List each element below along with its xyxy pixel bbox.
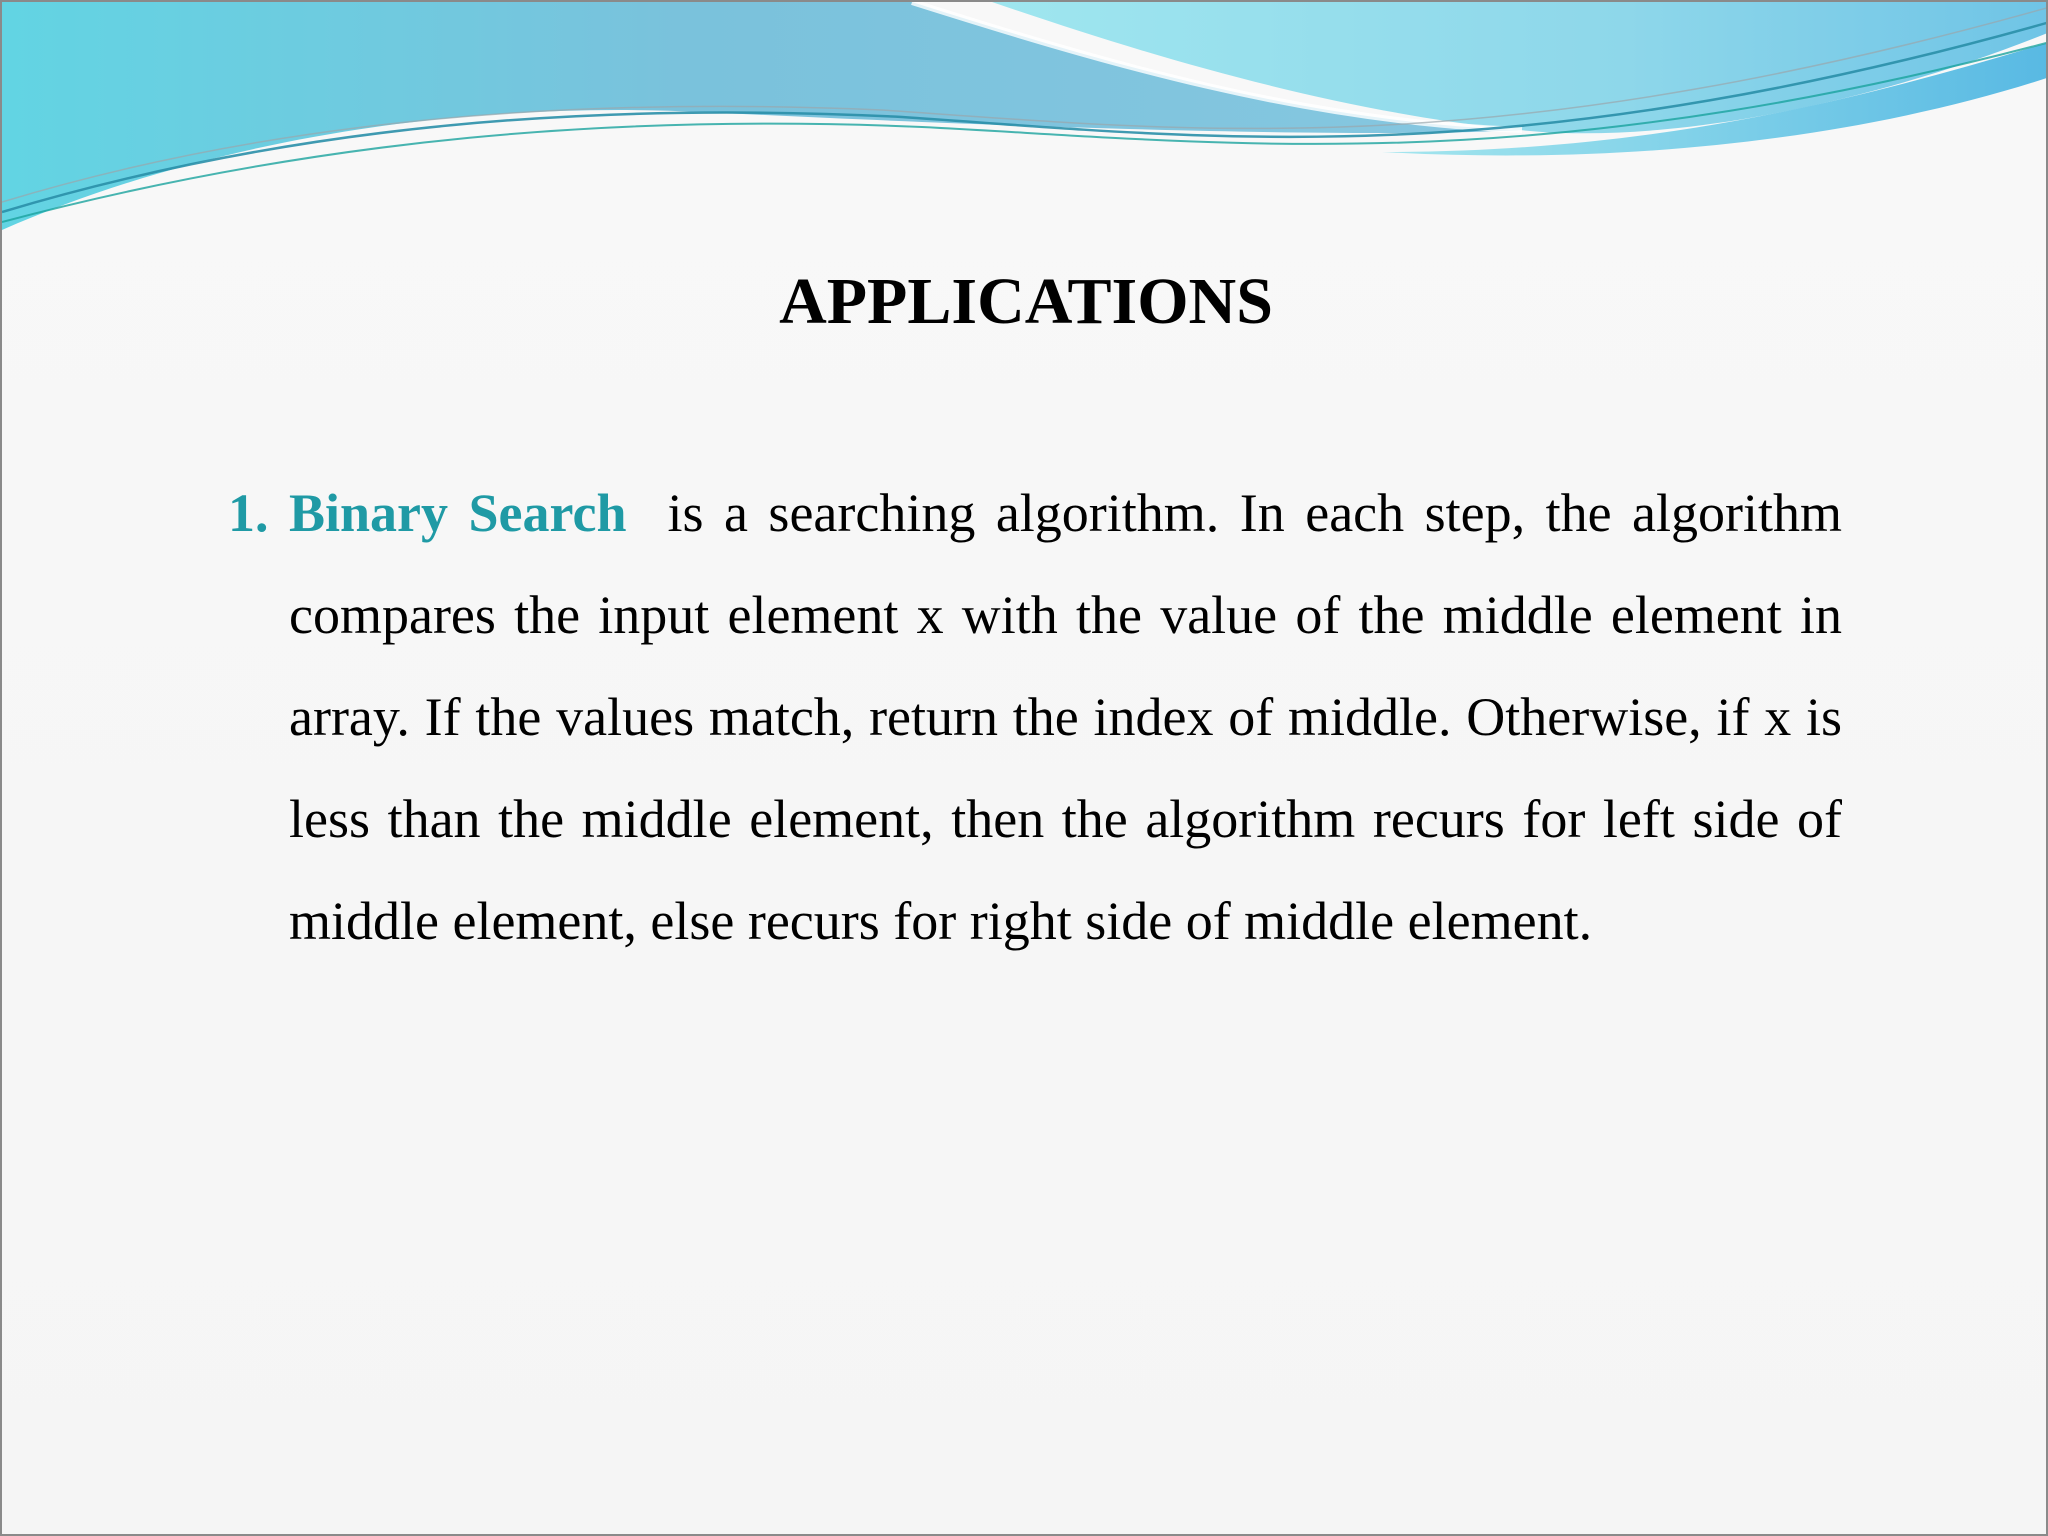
item-text: is a searching algorithm. In each step, the algorithm compares the input element x with the value of the middle element in array. If the values match, return the index of middle. Otherwise, if x is less than the middle element, then the algorithm recurs for left side of middle element, else recurs for right side of middle element.	[289, 483, 1843, 951]
list-item	[228, 462, 1842, 972]
header-wave-decoration	[2, 2, 2048, 242]
slide-content	[228, 462, 1842, 972]
slide-title: APPLICATIONS	[779, 265, 1273, 338]
item-label: 1. Binary Search	[228, 483, 627, 543]
